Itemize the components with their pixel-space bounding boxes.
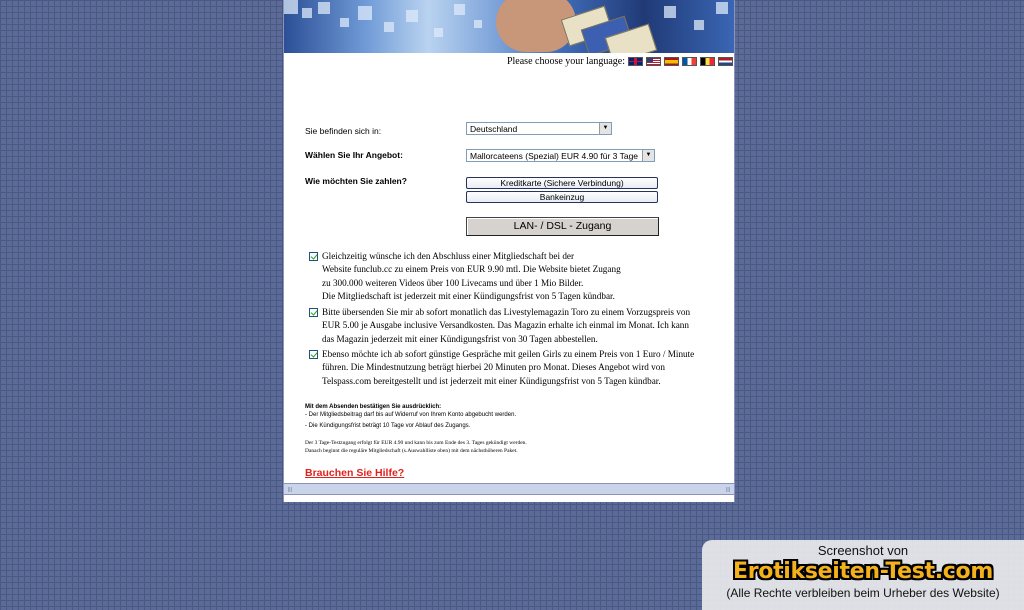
- terms-heading: Mit dem Absenden bestätigen Sie ausdrücklich:: [305, 404, 442, 410]
- trial-note-2: Danach beginnt die reguläre Mitgliedschaft (s.Auswahlliste oben) mit dem nächsthöheren Paket.: [305, 448, 518, 454]
- payment-label: Wie möchten Sie zahlen?: [305, 176, 407, 186]
- lan-dsl-access-button[interactable]: LAN- / DSL - Zugang: [466, 217, 659, 236]
- screenshot-watermark: [702, 540, 1024, 610]
- watermark-caption: Screenshot von: [817, 543, 909, 558]
- location-select-value: Deutschland: [470, 124, 518, 134]
- chevron-down-icon: ▼: [642, 150, 654, 161]
- phone-text: Ebenso möchte ich ab sofort günstige Gespräche mit geilen Girls zu einem Preis von 1 Euro / Minute führen. Die Mindestnutzung beträgt hierbei 20 Minuten pro Monat. Dieses Angebot wird von Telspass.com bereitgestellt und ist jederzeit mit einer Kündigungsfrist von 5 Tagen kündbar.: [322, 349, 695, 386]
- option-membership: [309, 250, 722, 303]
- fr-flag-icon[interactable]: [682, 57, 697, 66]
- footer-bar: ||| |||: [284, 483, 734, 495]
- language-prompt: Please choose your language:: [506, 55, 625, 67]
- uk-flag-icon[interactable]: [628, 57, 643, 66]
- membership-checkbox[interactable]: [309, 252, 318, 261]
- option-magazine: [309, 306, 722, 346]
- help-link[interactable]: Brauchen Sie Hilfe?: [305, 467, 405, 479]
- watermark-copyright: (Alle Rechte verbleiben beim Urheber des Website): [726, 586, 1000, 600]
- offer-label: Wählen Sie Ihr Angebot:: [305, 150, 403, 160]
- es-flag-icon[interactable]: [664, 57, 679, 66]
- nl-flag-icon[interactable]: [718, 57, 733, 66]
- chevron-down-icon: ▼: [599, 123, 611, 134]
- phone-checkbox[interactable]: [309, 350, 318, 359]
- watermark-logo: Erotikseiten-Test.com: [733, 559, 993, 584]
- be-flag-icon[interactable]: [700, 57, 715, 66]
- terms-line-2: - Die Kündigungsfrist beträgt 10 Tage vor Ablauf des Zugangs.: [305, 423, 471, 429]
- membership-text: Gleichzeitig wünsche ich den Abschluss einer Mitgliedschaft bei der Website funclub.cc zu einem Preis von EUR 9.90 mtl. Die Website bietet Zugang zu 300.000 weiteren Videos über 100 Livecams und über 1 Mio Bilder. Die Mitgliedschaft ist jederzeit mit einer Kündigungsfrist von 5 Tagen kündbar.: [322, 251, 621, 301]
- us-flag-icon[interactable]: [646, 57, 661, 66]
- trial-note-1: Der 3 Tage-Testzugang erfolgt für EUR 4.90 und kann bis zum Ende des 3. Tages gekündigt werden.: [305, 440, 527, 446]
- language-chooser: [507, 55, 734, 67]
- terms-line-1: - Der Mitgliedsbeitrag darf bis auf Widerruf von Ihrem Konto abgebucht werden.: [305, 412, 517, 418]
- offer-select[interactable]: [466, 149, 655, 162]
- main-panel: [283, 0, 735, 502]
- bank-transfer-button[interactable]: Bankeinzug: [466, 191, 658, 203]
- magazine-checkbox[interactable]: [309, 308, 318, 317]
- option-phone: [309, 348, 722, 388]
- location-select[interactable]: [466, 122, 612, 135]
- magazine-text: Bitte übersenden Sie mir ab sofort monatlich das Livestylemagazin Toro zu einem Vorzugspreis von EUR 5.00 je Ausgabe inclusive Versandkosten. Das Magazin erhalte ich einmal im Monat. Ich kann das Magazin jederzeit mit einer Kündigungsfrist von 30 Tagen abbestellen.: [322, 307, 691, 344]
- header-banner-image: [284, 0, 734, 53]
- offer-select-value: Mallorcateens (Spezial) EUR 4.90 für 3 Tage: [470, 151, 639, 161]
- credit-card-button[interactable]: Kreditkarte (Sichere Verbindung): [466, 177, 658, 189]
- location-label: Sie befinden sich in:: [305, 126, 382, 136]
